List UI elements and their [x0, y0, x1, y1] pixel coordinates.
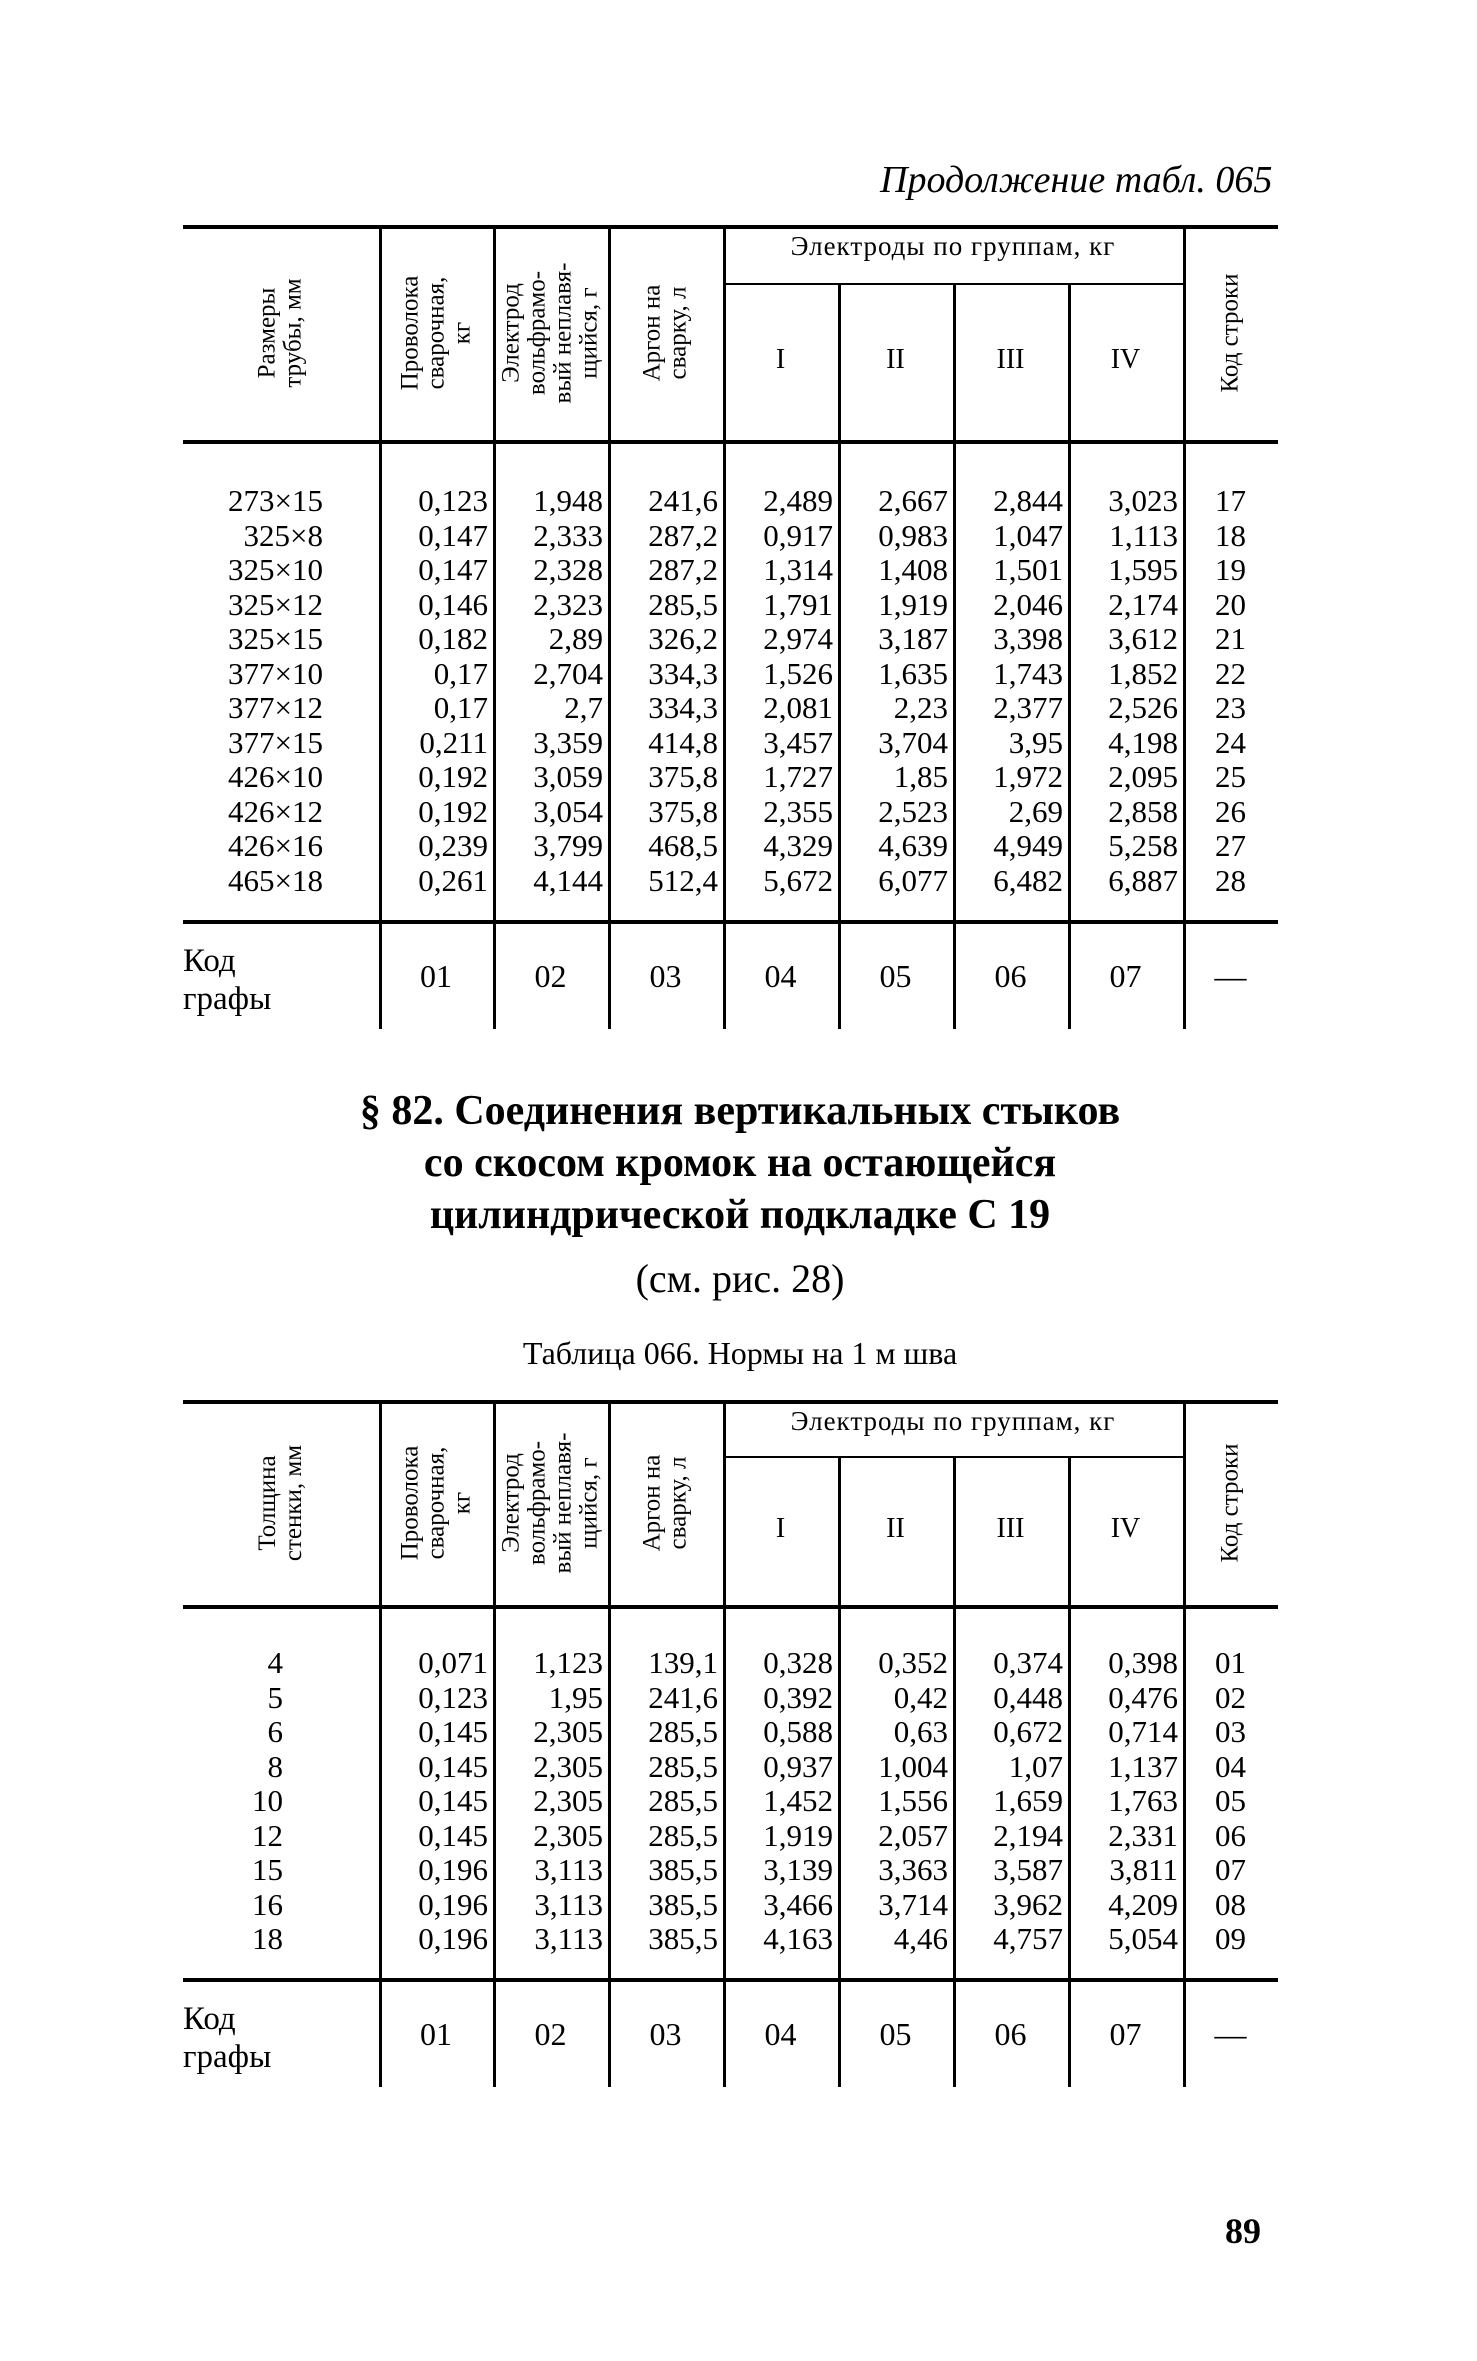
table-row-code: 21 — [1215, 621, 1246, 656]
electrode-group-3-header: III — [996, 1512, 1025, 1544]
wire-header-text: Проволока сварочная, кг — [396, 1445, 476, 1560]
table-cell-wire: 0,261 — [418, 862, 488, 898]
table-row-size: 273×15 — [228, 483, 323, 518]
table-cell-I: 0,328 — [763, 1645, 833, 1680]
table-cell-IV: 0,398 — [1108, 1645, 1178, 1680]
table-cell-tungsten: 2,333 — [533, 517, 603, 553]
row-code-header — [1183, 1408, 1278, 1597]
electrode-group-3-header: III — [996, 343, 1025, 375]
table-cell-II: 1,004 — [878, 1748, 948, 1784]
table-cell-IV: 1,113 — [1109, 517, 1178, 553]
table-cell-III: 0,448 — [993, 1679, 1063, 1715]
column-code: 05 — [879, 958, 912, 994]
table-cell-IV: 3,023 — [1108, 483, 1178, 518]
table-row-size: 426×16 — [228, 828, 323, 863]
table-cell-argon: 512,4 — [648, 862, 718, 898]
table-cell-wire: 0,071 — [418, 1645, 488, 1680]
table-row-size: 465×18 — [228, 862, 323, 898]
column-code-label: Код графы — [183, 943, 272, 1017]
tungsten-electrode-header-text: Электрод вольфрамо- вый неплавя- щийся, г — [497, 1432, 603, 1573]
table-cell-III: 1,659 — [993, 1783, 1063, 1818]
table-cell-III: 4,757 — [993, 1921, 1063, 1956]
size-header-text: Размеры трубы, мм — [253, 277, 307, 388]
table-cell-I: 3,466 — [763, 1886, 833, 1922]
table-cell-wire: 0,123 — [418, 483, 488, 518]
table-cell-wire: 0,147 — [418, 517, 488, 553]
table-cell-argon: 287,2 — [648, 517, 718, 553]
argon-header — [608, 233, 723, 432]
table-cell-tungsten: 2,89 — [548, 621, 603, 656]
table-cell-wire: 0,145 — [418, 1714, 488, 1749]
table-row-code: 07 — [1215, 1852, 1246, 1887]
column-code: 07 — [1109, 2016, 1142, 2052]
table-cell-I: 2,081 — [763, 690, 833, 725]
table-cell-tungsten: 2,328 — [533, 552, 603, 587]
column-code: — — [1214, 958, 1247, 994]
table-cell-IV: 2,526 — [1108, 690, 1178, 725]
table-cell-III: 6,482 — [993, 862, 1063, 898]
table-cell-argon: 285,5 — [648, 1817, 718, 1853]
table-cell-wire: 0,123 — [418, 1679, 488, 1715]
table-cell-wire: 0,196 — [418, 1921, 488, 1956]
table-cell-wire: 0,196 — [418, 1852, 488, 1887]
table-row-size: 4 — [267, 1645, 283, 1680]
electrodes-group-header: Электроды по группам, кг — [790, 1406, 1116, 1436]
table-cell-IV: 5,054 — [1108, 1921, 1178, 1956]
table-cell-tungsten: 1,95 — [548, 1679, 603, 1715]
table-row-code: 05 — [1215, 1783, 1246, 1818]
table-cell-IV: 6,887 — [1108, 862, 1178, 898]
table-cell-IV: 3,811 — [1109, 1852, 1178, 1887]
table-cell-III: 2,844 — [993, 483, 1063, 518]
electrode-group-4-header: IV — [1110, 1512, 1141, 1544]
row-code-header — [1183, 233, 1278, 432]
table-cell-II: 1,85 — [893, 759, 948, 794]
table-cell-wire: 0,145 — [418, 1817, 488, 1853]
table-cell-IV: 2,331 — [1108, 1817, 1178, 1853]
table-cell-III: 2,194 — [993, 1817, 1063, 1853]
table-cell-II: 2,23 — [893, 690, 948, 725]
table-cell-II: 1,635 — [878, 655, 948, 691]
table-cell-tungsten: 3,113 — [534, 1921, 603, 1956]
table-cell-II: 4,639 — [878, 828, 948, 863]
table-cell-II: 1,408 — [878, 552, 948, 587]
table-row-size: 6 — [267, 1714, 283, 1749]
table-row-size: 10 — [252, 1783, 283, 1818]
tungsten-electrode-header-text: Электрод вольфрамо- вый неплавя- щийся, г — [497, 262, 603, 403]
table-cell-tungsten: 2,305 — [533, 1748, 603, 1784]
table-cell-tungsten: 2,704 — [533, 655, 603, 691]
column-code: 07 — [1109, 958, 1142, 994]
table-row-code: 25 — [1215, 759, 1246, 794]
table-cell-argon: 287,2 — [648, 552, 718, 587]
table-top-rule — [183, 1400, 1278, 1404]
table-cell-wire: 0,17 — [433, 655, 488, 691]
table-cell-II: 0,63 — [893, 1714, 948, 1749]
wire-header — [379, 1408, 493, 1597]
table-cell-argon: 385,5 — [648, 1852, 718, 1887]
electrode-group-4-header: IV — [1110, 343, 1141, 375]
table-cell-III: 1,047 — [993, 517, 1063, 553]
table-cell-tungsten: 3,359 — [533, 724, 603, 760]
table-row-size: 426×10 — [228, 759, 323, 794]
table-cell-argon: 139,1 — [648, 1645, 718, 1680]
electrodes-group-underline — [723, 1456, 1183, 1458]
table-cell-II: 3,714 — [878, 1886, 948, 1922]
table-cell-IV: 4,209 — [1108, 1886, 1178, 1922]
table-cell-II: 2,523 — [878, 793, 948, 829]
table-066 — [183, 1400, 1278, 2130]
body-bottom-rule — [183, 1978, 1278, 1982]
table-066-caption: Таблица 066. Нормы на 1 м шва — [522, 1335, 958, 1371]
table-row-size: 377×15 — [228, 724, 323, 760]
table-cell-III: 1,07 — [1008, 1748, 1063, 1784]
row-code-header-text: Код строки — [1216, 1442, 1244, 1563]
table-cell-IV: 1,763 — [1108, 1783, 1178, 1818]
table-row-code: 26 — [1215, 793, 1246, 829]
table-row-code: 18 — [1215, 517, 1246, 553]
table-row-code: 03 — [1215, 1714, 1246, 1749]
table-cell-wire: 0,146 — [418, 586, 488, 622]
table-row-size: 325×10 — [228, 552, 323, 587]
table-cell-I: 0,917 — [763, 517, 833, 553]
table-cell-I: 3,457 — [763, 724, 833, 760]
table-row-size: 377×12 — [228, 690, 323, 725]
table-cell-I: 1,314 — [763, 552, 833, 587]
table-cell-argon: 285,5 — [648, 1783, 718, 1818]
table-cell-III: 2,69 — [1008, 793, 1063, 829]
header-bottom-rule — [183, 1605, 1278, 1609]
table-cell-II: 0,352 — [878, 1645, 948, 1680]
table-row-code: 04 — [1215, 1748, 1246, 1784]
table-cell-argon: 326,2 — [648, 621, 718, 656]
table-cell-wire: 0,147 — [418, 552, 488, 587]
table-cell-I: 0,937 — [763, 1748, 833, 1784]
table-cell-I: 3,139 — [763, 1852, 833, 1887]
table-cell-I: 2,355 — [763, 793, 833, 829]
tungsten-electrode-header — [493, 1408, 608, 1597]
page-number: 89 — [1225, 2211, 1261, 2251]
table-cell-argon: 385,5 — [648, 1886, 718, 1922]
table-row-size: 377×10 — [228, 655, 323, 691]
table-cell-III: 0,374 — [993, 1645, 1063, 1680]
table-row-code: 27 — [1215, 828, 1246, 863]
tungsten-electrode-header — [493, 233, 608, 432]
table-row-size: 16 — [252, 1886, 283, 1922]
table-cell-argon: 334,3 — [648, 655, 718, 691]
size-header — [183, 1408, 379, 1597]
electrodes-group-underline — [723, 283, 1183, 285]
table-cell-II: 2,057 — [878, 1817, 948, 1853]
column-code: 01 — [420, 958, 452, 994]
argon-header-text: Аргон на сварку, л — [638, 1454, 692, 1551]
table-top-rule — [183, 225, 1278, 229]
table-row-size: 12 — [252, 1817, 283, 1853]
table-cell-I: 0,588 — [763, 1714, 833, 1749]
table-cell-II: 1,919 — [878, 586, 948, 622]
figure-reference: (см. рис. 28) — [635, 1256, 845, 1301]
table-cell-tungsten: 2,305 — [533, 1783, 603, 1818]
table-cell-argon: 385,5 — [648, 1921, 718, 1956]
table-cell-III: 3,587 — [993, 1852, 1063, 1887]
table-cell-II: 0,983 — [878, 517, 948, 553]
electrode-group-2-header: II — [886, 343, 905, 375]
table-cell-III: 3,962 — [993, 1886, 1063, 1922]
table-cell-I: 2,489 — [763, 483, 833, 518]
table-row-code: 06 — [1215, 1817, 1246, 1853]
table-cell-IV: 4,198 — [1108, 724, 1178, 760]
table-cell-wire: 0,192 — [418, 759, 488, 794]
table-cell-II: 2,667 — [878, 483, 948, 518]
table-row-code: 23 — [1215, 690, 1246, 725]
table-row-code: 01 — [1215, 1645, 1246, 1680]
table-cell-IV: 0,476 — [1108, 1679, 1178, 1715]
electrode-group-1-header: I — [775, 343, 786, 375]
table-cell-argon: 241,6 — [648, 483, 718, 518]
table-row-size: 15 — [252, 1852, 283, 1887]
column-code: 06 — [994, 2016, 1027, 2052]
table-cell-argon: 334,3 — [648, 690, 718, 725]
column-code: 04 — [764, 2016, 797, 2052]
argon-header-text: Аргон на сварку, л — [638, 284, 692, 381]
table-cell-tungsten: 3,799 — [533, 828, 603, 863]
table-cell-III: 3,95 — [1008, 724, 1063, 760]
table-cell-argon: 285,5 — [648, 1748, 718, 1784]
table-cell-tungsten: 3,113 — [534, 1852, 603, 1887]
table-cell-IV: 2,095 — [1108, 759, 1178, 794]
electrode-group-1-header: I — [775, 1512, 786, 1544]
size-header-text: Толщина стенки, мм — [253, 1444, 307, 1561]
table-cell-tungsten: 3,054 — [533, 793, 603, 829]
column-code: — — [1214, 2016, 1247, 2052]
table-cell-wire: 0,145 — [418, 1783, 488, 1818]
column-code: 03 — [649, 958, 682, 994]
column-code: 05 — [879, 2016, 912, 2052]
column-code: 06 — [994, 958, 1027, 994]
table-cell-III: 0,672 — [993, 1714, 1063, 1749]
table-row-code: 08 — [1215, 1886, 1246, 1922]
electrodes-group-header: Электроды по группам, кг — [790, 231, 1116, 261]
table-cell-II: 1,556 — [878, 1783, 948, 1818]
table-cell-I: 4,329 — [763, 828, 833, 863]
table-cell-tungsten: 2,7 — [564, 690, 603, 725]
table-cell-argon: 241,6 — [648, 1679, 718, 1715]
body-bottom-rule — [183, 920, 1278, 924]
table-cell-I: 1,791 — [763, 586, 833, 622]
table-cell-IV: 1,852 — [1108, 655, 1178, 691]
table-cell-wire: 0,192 — [418, 793, 488, 829]
table-cell-tungsten: 3,059 — [533, 759, 603, 794]
column-code: 04 — [764, 958, 797, 994]
table-cell-argon: 414,8 — [648, 724, 718, 760]
table-row-code: 28 — [1215, 862, 1246, 898]
table-row-code: 22 — [1215, 655, 1246, 691]
table-cell-II: 4,46 — [893, 1921, 948, 1956]
table-continuation-note: Продолжение табл. 065 — [880, 159, 1273, 201]
row-code-header-text: Код строки — [1216, 272, 1244, 393]
table-cell-wire: 0,145 — [418, 1748, 488, 1784]
table-cell-argon: 468,5 — [648, 828, 718, 863]
column-code: 01 — [420, 2016, 452, 2052]
table-cell-tungsten: 2,323 — [533, 586, 603, 622]
table-cell-argon: 285,5 — [648, 586, 718, 622]
table-row-size: 325×8 — [243, 517, 323, 553]
table-cell-II: 0,42 — [893, 1679, 948, 1715]
table-cell-I: 1,452 — [763, 1783, 833, 1818]
table-cell-tungsten: 2,305 — [533, 1714, 603, 1749]
wire-header-text: Проволока сварочная, кг — [396, 275, 476, 390]
table-cell-IV: 3,612 — [1108, 621, 1178, 656]
table-row-code: 17 — [1215, 483, 1246, 518]
table-065 — [183, 225, 1278, 1035]
table-cell-IV: 2,174 — [1108, 586, 1178, 622]
table-cell-I: 2,974 — [763, 621, 833, 656]
table-cell-I: 1,919 — [763, 1817, 833, 1853]
table-row-code: 19 — [1215, 552, 1246, 587]
table-cell-IV: 5,258 — [1108, 828, 1178, 863]
table-cell-wire: 0,182 — [418, 621, 488, 656]
table-row-size: 5 — [267, 1679, 283, 1715]
table-row-size: 18 — [252, 1921, 283, 1956]
table-cell-II: 3,363 — [878, 1852, 948, 1887]
table-row-size: 325×12 — [228, 586, 323, 622]
column-code: 03 — [649, 2016, 682, 2052]
table-row-code: 02 — [1215, 1679, 1246, 1715]
column-code: 02 — [534, 958, 567, 994]
table-cell-III: 1,501 — [993, 552, 1063, 587]
argon-header — [608, 1408, 723, 1597]
table-cell-II: 3,187 — [878, 621, 948, 656]
table-cell-wire: 0,17 — [433, 690, 488, 725]
table-cell-IV: 1,137 — [1108, 1748, 1178, 1784]
table-cell-IV: 2,858 — [1108, 793, 1178, 829]
table-cell-tungsten: 3,113 — [534, 1886, 603, 1922]
electrode-group-2-header: II — [886, 1512, 905, 1544]
size-header — [183, 233, 379, 432]
wire-header — [379, 233, 493, 432]
table-cell-I: 4,163 — [763, 1921, 833, 1956]
table-cell-III: 4,949 — [993, 828, 1063, 863]
table-cell-I: 1,727 — [763, 759, 833, 794]
table-cell-III: 1,743 — [993, 655, 1063, 691]
table-row-code: 09 — [1215, 1921, 1246, 1956]
column-code: 02 — [534, 2016, 567, 2052]
table-cell-tungsten: 4,144 — [533, 862, 603, 898]
table-cell-III: 2,046 — [993, 586, 1063, 622]
table-cell-III: 2,377 — [993, 690, 1063, 725]
table-cell-I: 1,526 — [763, 655, 833, 691]
table-cell-I: 5,672 — [763, 862, 833, 898]
table-cell-tungsten: 1,948 — [533, 483, 603, 518]
table-cell-argon: 285,5 — [648, 1714, 718, 1749]
table-cell-II: 6,077 — [878, 862, 948, 898]
column-code-label: Код графы — [183, 2001, 272, 2075]
table-cell-III: 3,398 — [993, 621, 1063, 656]
table-cell-wire: 0,196 — [418, 1886, 488, 1922]
table-cell-argon: 375,8 — [648, 759, 718, 794]
table-row-size: 8 — [267, 1748, 283, 1784]
table-cell-argon: 375,8 — [648, 793, 718, 829]
table-cell-tungsten: 2,305 — [533, 1817, 603, 1853]
table-cell-wire: 0,211 — [419, 724, 488, 760]
section-title: § 82. Соединения вертикальных стыков со скосом кромок на остающейся цилиндрической подкладке С 19 — [359, 1088, 1121, 1238]
table-cell-tungsten: 1,123 — [533, 1645, 603, 1680]
table-cell-I: 0,392 — [763, 1679, 833, 1715]
table-cell-wire: 0,239 — [418, 828, 488, 863]
table-row-code: 24 — [1215, 724, 1246, 760]
table-cell-III: 1,972 — [993, 759, 1063, 794]
table-cell-II: 3,704 — [878, 724, 948, 760]
table-row-size: 325×15 — [228, 621, 323, 656]
header-bottom-rule — [183, 440, 1278, 444]
table-row-code: 20 — [1215, 586, 1246, 622]
table-cell-IV: 1,595 — [1108, 552, 1178, 587]
table-cell-IV: 0,714 — [1108, 1714, 1178, 1749]
table-row-size: 426×12 — [228, 793, 323, 829]
